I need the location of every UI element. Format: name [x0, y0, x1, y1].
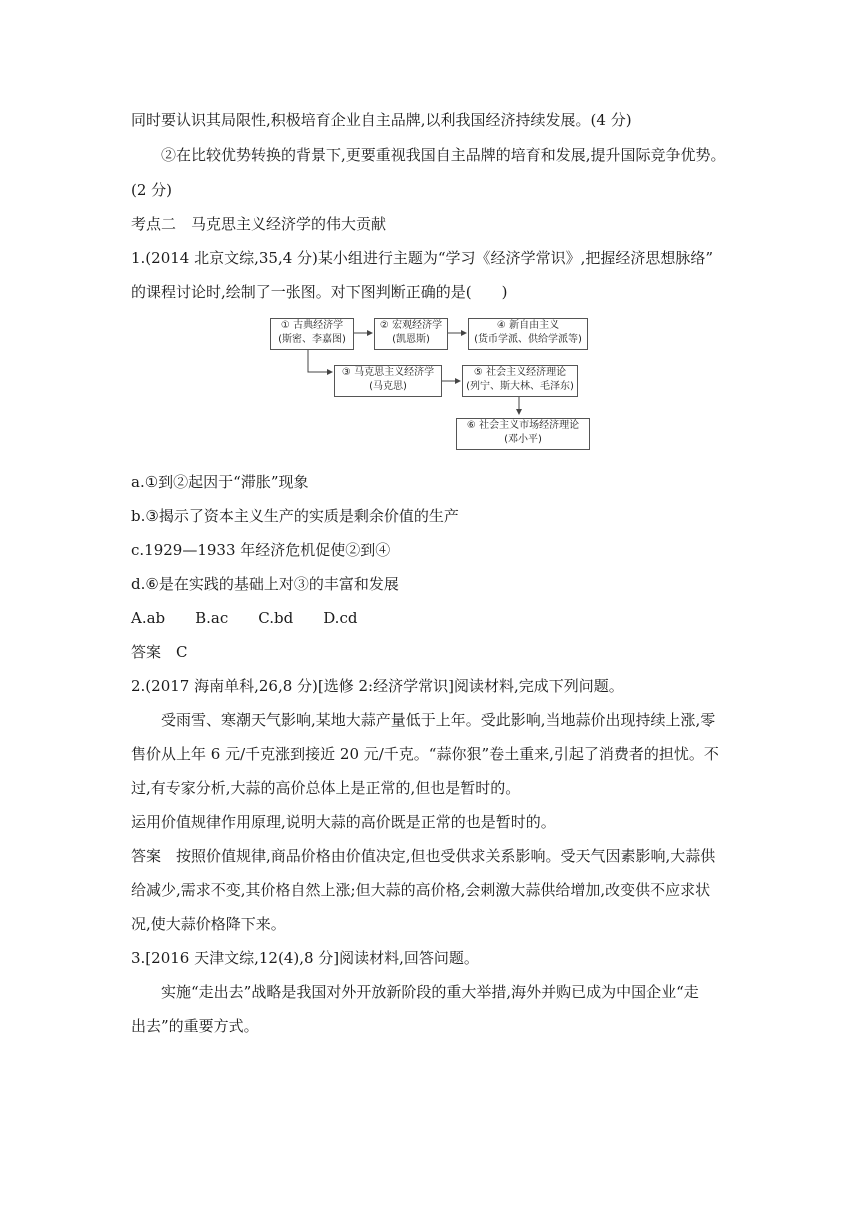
material-text: 出去”的重要方式。 [131, 1017, 259, 1035]
box-title: ② 宏观经济学 [379, 320, 443, 331]
box-subtitle: (列宁、斯大林、毛泽东) [466, 381, 574, 392]
question-stem: 的课程讨论时,绘制了一张图。对下图判断正确的是( ) [131, 283, 508, 301]
box-title: ④ 新自由主义 [496, 320, 560, 331]
question-stem: 3.[2016 天津文综,12(4),8 分]阅读材料,回答问题。 [131, 949, 479, 967]
box-subtitle: (货币学派、供给学派等) [474, 334, 582, 345]
box-title: ⑥ 社会主义市场经济理论 [466, 420, 580, 431]
box-neoliberalism [468, 318, 588, 350]
question-prompt: 运用价值规律作用原理,说明大蒜的高价既是正常的也是暂时的。 [131, 813, 556, 831]
box-subtitle: (邓小平) [504, 434, 542, 445]
box-subtitle: (斯密、李嘉图) [278, 334, 346, 345]
box-title: ③ 马克思主义经济学 [341, 367, 435, 378]
option-b: b.③揭示了资本主义生产的实质是剩余价值的生产 [131, 507, 459, 525]
box-macroeconomics [374, 318, 448, 350]
economics-flow-diagram [264, 314, 596, 456]
option-d: d.⑥是在实践的基础上对③的丰富和发展 [131, 575, 399, 593]
box-title: ① 古典经济学 [280, 320, 344, 331]
answer: 答案 按照价值规律,商品价格由价值决定,但也受供求关系影响。受天气因素影响,大蒜供 [131, 847, 716, 865]
box-title: ⑤ 社会主义经济理论 [473, 367, 567, 378]
box-subtitle: (凯恩斯) [392, 334, 430, 345]
option-c: c.1929—1933 年经济危机促使②到④ [131, 541, 391, 559]
answer: 况,使大蒜价格降下来。 [131, 915, 286, 933]
question-stem: 1.(2014 北京文综,35,4 分)某小组进行主题为“学习《经济学常识》,把握经济思想脉络” [131, 249, 714, 267]
answer: 答案 C [131, 643, 188, 661]
arrow-1-to-3 [308, 348, 332, 372]
answer-choices: A.ab B.ac C.bd D.cd [131, 609, 358, 627]
box-marxist-economics [334, 365, 442, 397]
box-socialist-economic-theory [462, 365, 578, 397]
material-text: 售价从上年 6 元/千克涨到接近 20 元/千克。“蒜你狠”卷土重来,引起了消费者的担忧。不 [131, 745, 719, 763]
material-text: 实施“走出去”战略是我国对外开放新阶段的重大举措,海外并购已成为中国企业“走 [161, 983, 699, 1001]
box-socialist-market-economy-theory [456, 418, 590, 450]
question-stem: 2.(2017 海南单科,26,8 分)[选修 2:经济学常识]阅读材料,完成下列问题。 [131, 677, 624, 695]
text-line: ②在比较优势转换的背景下,更要重视我国自主品牌的培育和发展,提升国际竞争优势。 [161, 146, 726, 164]
text-line: 同时要认识其局限性,积极培育企业自主品牌,以利我国经济持续发展。(4 分) [131, 111, 632, 129]
box-classical-economics [270, 318, 354, 350]
material-text: 过,有专家分析,大蒜的高价总体上是正常的,但也是暂时的。 [131, 779, 521, 797]
option-a: a.①到②起因于“滞胀”现象 [131, 473, 309, 491]
answer: 给减少,需求不变,其价格自然上涨;但大蒜的高价格,会刺激大蒜供给增加,改变供不应求状 [131, 881, 711, 899]
material-text: 受雨雪、寒潮天气影响,某地大蒜产量低于上年。受此影响,当地蒜价出现持续上涨,零 [161, 711, 716, 729]
text-line: (2 分) [131, 181, 173, 199]
section-heading: 考点二 马克思主义经济学的伟大贡献 [131, 215, 387, 233]
box-subtitle: (马克思) [369, 381, 407, 392]
